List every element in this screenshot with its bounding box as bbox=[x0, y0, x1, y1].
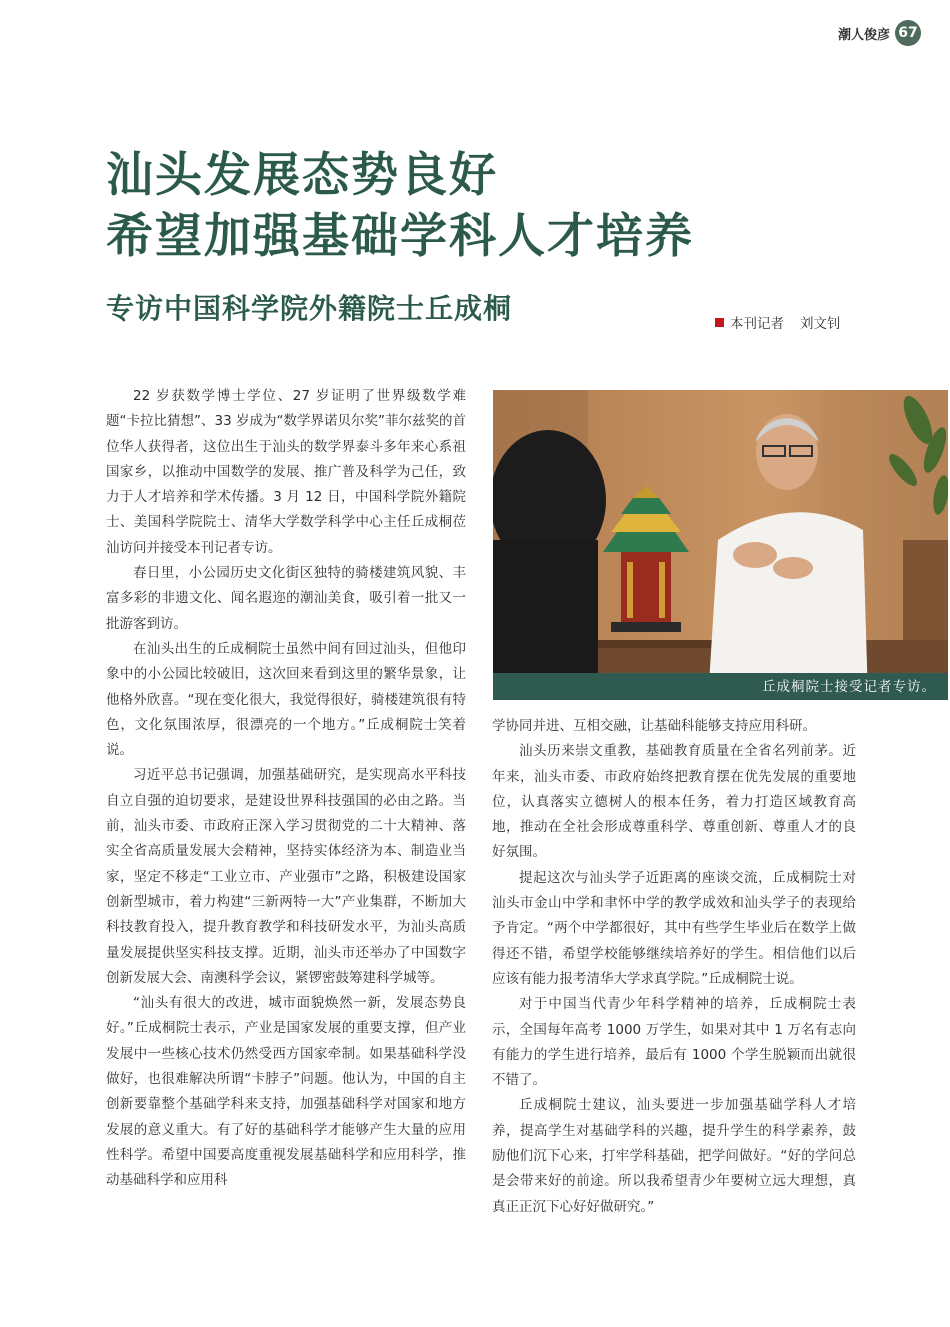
caption-bar bbox=[493, 673, 948, 700]
article-column-right bbox=[492, 714, 856, 1220]
interviewer-figure bbox=[493, 430, 606, 700]
byline-marker-icon bbox=[715, 318, 724, 327]
byline bbox=[715, 312, 841, 332]
section-label: 潮人俊彦 bbox=[838, 28, 891, 43]
paragraph: 对于中国当代青少年科学精神的培养，丘成桐院士表示，全国每年高考 1000 万学生，如果对其中 1 万名有志向有能力的学生进行培养，最后有 1000 个学生脱颖而出就很不错了。 bbox=[492, 996, 856, 1089]
paragraph: 提起这次与汕头学子近距离的座谈交流，丘成桐院士对汕头市金山中学和聿怀中学的教学成效和汕头学子的表现给予肯定。“两个中学都很好，其中有些学生毕业后在数学上做得还不错，希望学校能够继续培养好的学生。相信他们以后应该有能力报考清华大学求真学院。”丘成桐院士说。 bbox=[492, 869, 856, 987]
page-number-badge: 67 bbox=[895, 20, 921, 46]
byline-author: 刘文钊 bbox=[800, 316, 841, 332]
paragraph: 丘成桐院士建议，汕头要进一步加强基础学科人才培养，提高学生对基础学科的兴趣，提升学生的科学素养，鼓励他们沉下心来，打牢学科基础，把学问做好。“好的学问总是会带来好的前途。所以我希望青少年要树立远大理想，真真正正沉下心好好做研究。” bbox=[492, 1097, 856, 1215]
paragraph: 在汕头出生的丘成桐院士虽然中间有回过汕头，但他印象中的小公园比较破旧，这次回来看到这里的繁华景象，让他格外欣喜。“现在变化很大，我觉得很好，骑楼建筑很有特色，文化氛围浓厚，很漂亮的一个地方。”丘成桐院士笑着说。 bbox=[106, 640, 466, 759]
paragraph: 22 岁获数学博士学位、27 岁证明了世界级数学难题“卡拉比猜想”、33 岁成为“数学界诺贝尔奖”菲尔兹奖的首位华人获得者，这位出生于汕头的数学界泰斗多年来心系祖国家乡，以推动中国数学的发展、推广普及科学为己任，致力于人才培养和学术传播。3 月 12 日，中国科学院外籍院士、美国科学院院士、清华大学数学科学中心主任丘成桐莅汕访问并接受本刊记者专访。 bbox=[106, 388, 466, 556]
headline-line-1: 汕头发展态势良好 bbox=[106, 148, 498, 203]
subtitle: 专访中国科学院外籍院士丘成桐 bbox=[106, 292, 513, 325]
byline-role: 本刊记者 bbox=[730, 316, 784, 332]
paragraph: 习近平总书记强调，加强基础研究，是实现高水平科技自立自强的迫切要求，是建设世界科技强国的必由之路。当前，汕头市委、市政府正深入学习贯彻党的二十大精神、落实全省高质量发展大会精神，坚持实体经济为本、制造业当家，坚定不移走“工业立市、产业强市”之路，积极建设国家创新型城市，着力构建“三新两特一大”产业集群，不断加大科技教育投入，提升教育教学和科技研发水平，为汕头高质量发展提供坚实科技支撑。近期，汕头市还举办了中国数字创新发展大会、南澳科学会议，紧锣密鼓筹建科学城等。 bbox=[106, 767, 466, 986]
paragraph: 汕头历来崇文重教，基础教育质量在全省名列前茅。近年来，汕头市委、市政府始终把教育摆在优先发展的重要地位，认真落实立德树人的根本任务，着力打造区域教育高地，推动在全社会形成尊重科学、尊重创新、尊重人才的良好氛围。 bbox=[492, 743, 856, 861]
photo-caption: 丘成桐院士接受记者专访。 bbox=[762, 679, 936, 695]
headline-line-2: 希望加强基础学科人才培养 bbox=[106, 209, 694, 264]
interview-photo-illustration bbox=[493, 390, 948, 700]
interview-photo bbox=[493, 390, 948, 700]
article-column-left bbox=[106, 384, 466, 1194]
paragraph: 学协同并进、互相交融，让基础科能够支持应用科研。 bbox=[492, 718, 816, 734]
paragraph: 春日里，小公园历史文化街区独特的骑楼建筑风貌、丰富多彩的非遗文化、闻名遐迩的潮汕美食，吸引着一批又一批游客到访。 bbox=[106, 565, 466, 632]
paragraph: “汕头有很大的改进，城市面貌焕然一新，发展态势良好。”丘成桐院士表示，产业是国家发展的重要支撑，但产业发展中一些核心技术仍然受西方国家牵制。如果基础科学没做好，也很难解决所谓“卡脖子”问题。他认为，中国的自主创新要靠整个基础学科来支持，加强基础科学对国家和地方发展的意义重大。有了好的基础科学才能够产生大量的应用性科学。希望中国要高度重视发展基础科学和应用科学，推动基础科学和应用科 bbox=[106, 995, 466, 1189]
